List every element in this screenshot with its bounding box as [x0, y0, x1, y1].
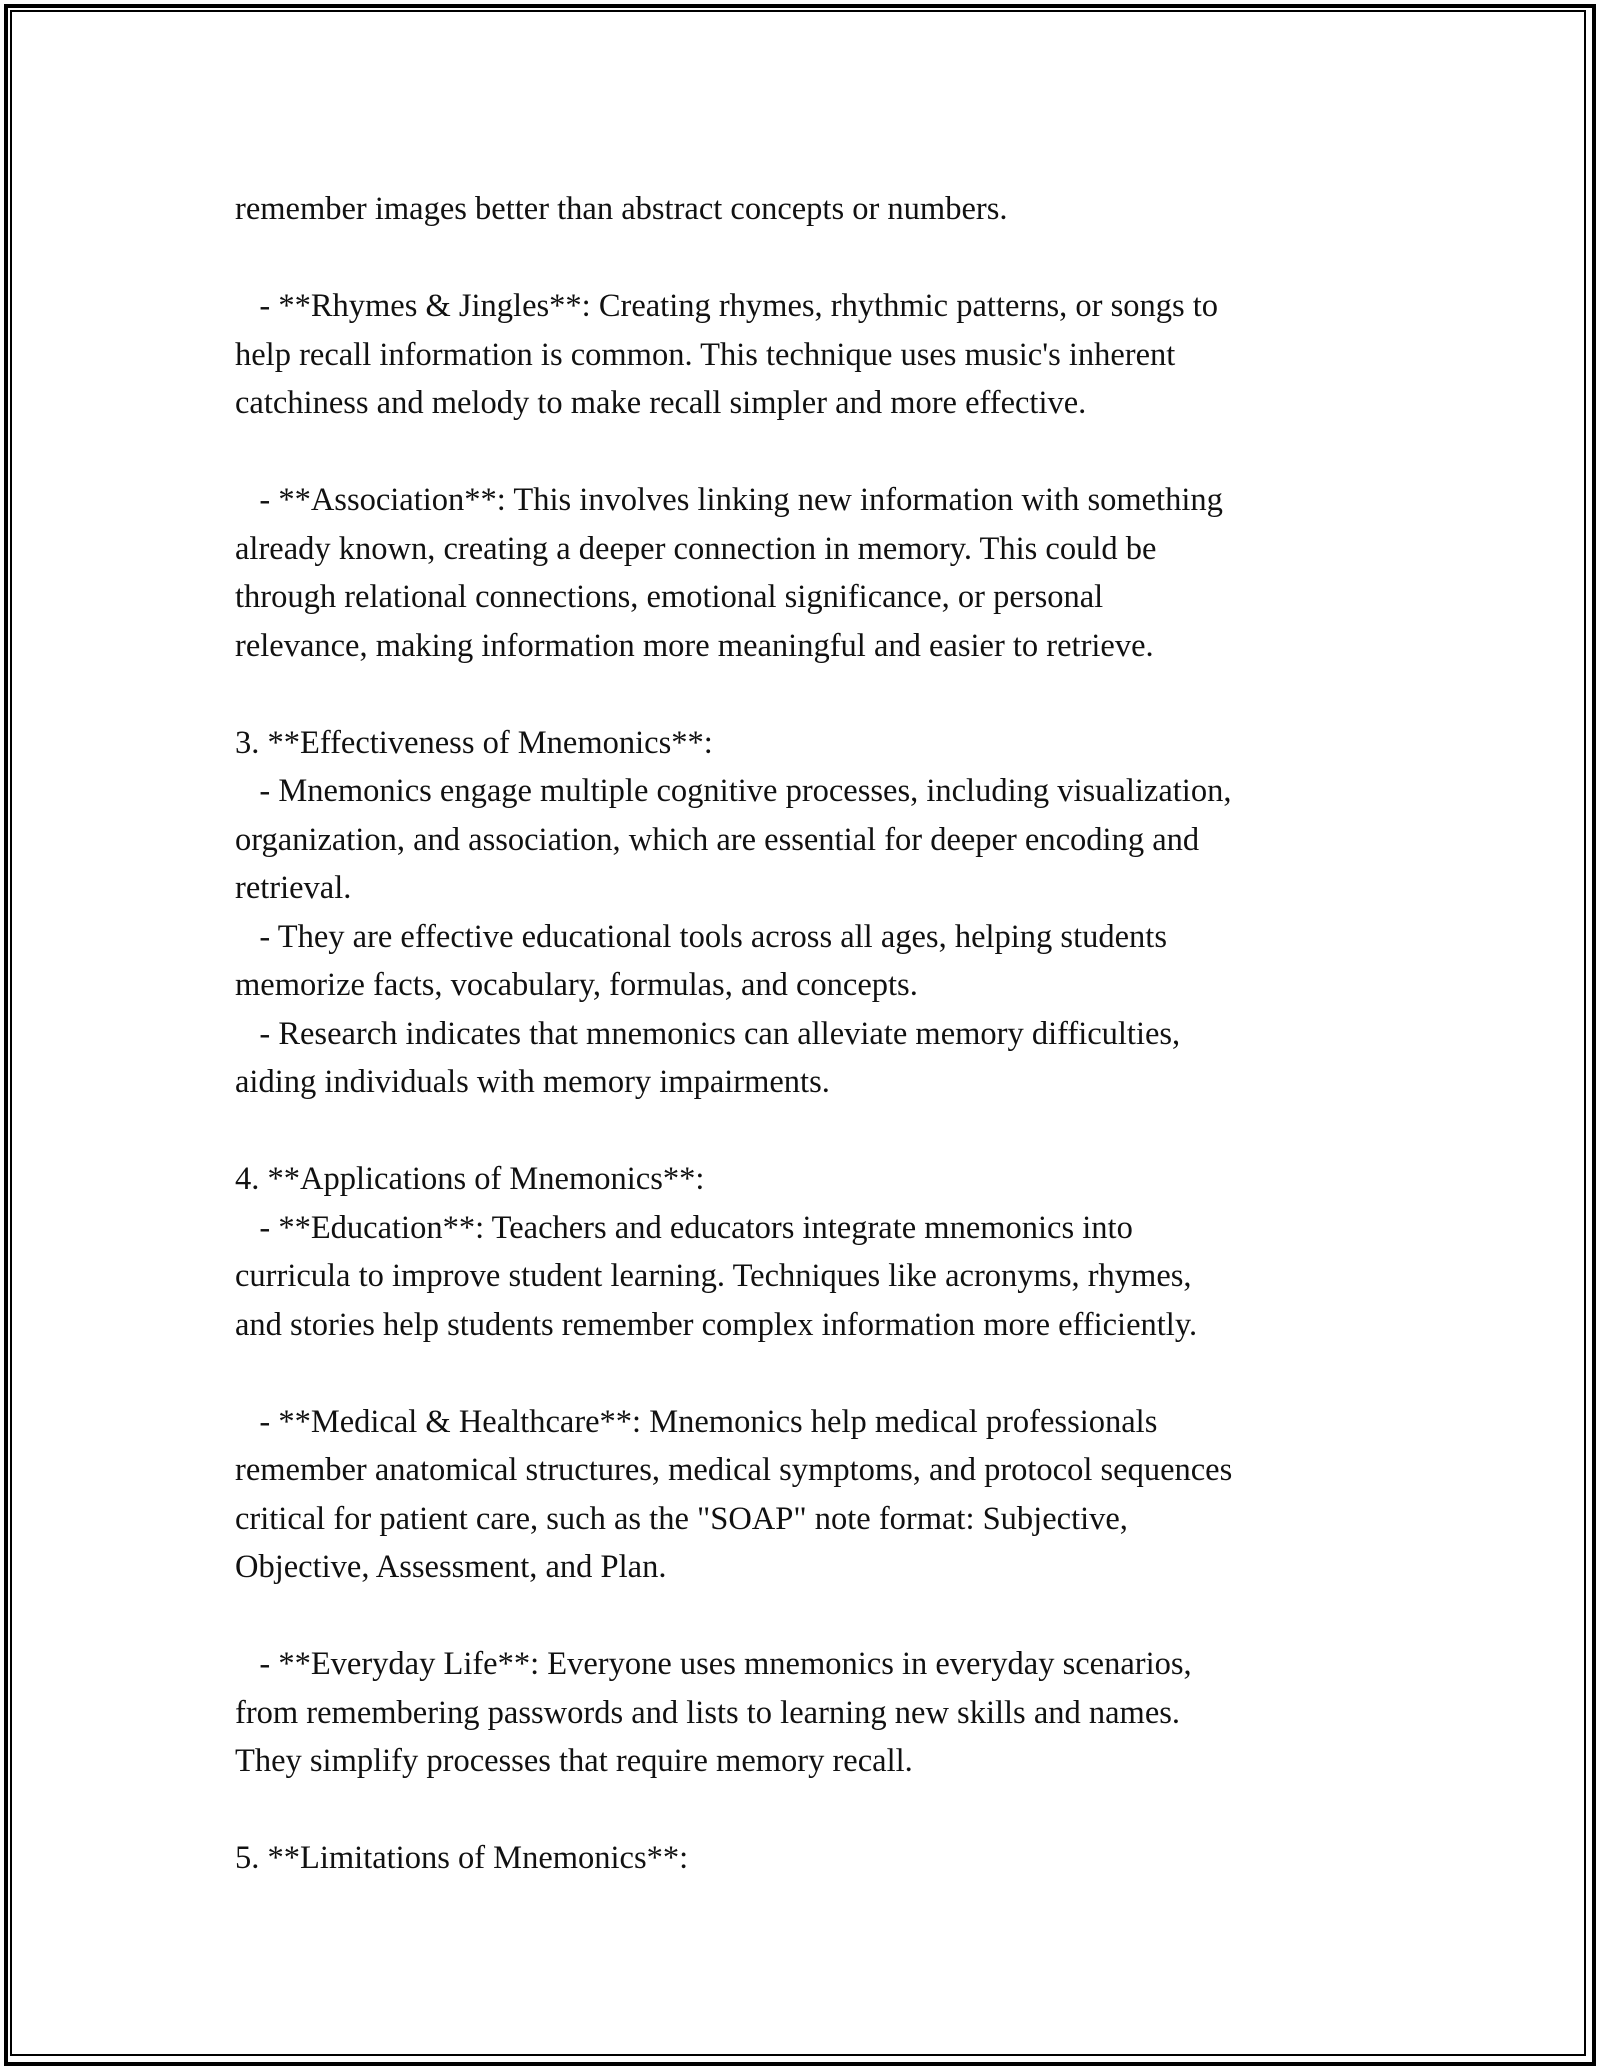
blank-line: [235, 1592, 1395, 1641]
text-line: remember anatomical structures, medical symptoms, and protocol sequences: [235, 1452, 1233, 1488]
text-line: critical for patient care, such as the "SOAP" note format: Subjective,: [235, 1500, 1128, 1537]
text-line: retrieval.: [235, 870, 352, 906]
section-heading: 3. **Effectiveness of Mnemonics**:: [235, 724, 713, 761]
text-line: - **Medical & Healthcare**: Mnemonics help medical professionals: [235, 1403, 1158, 1440]
text-line: Objective, Assessment, and Plan.: [235, 1549, 667, 1585]
text-line: from remembering passwords and lists to learning new skills and names.: [235, 1694, 1181, 1731]
text-line: help recall information is common. This technique uses music's inherent: [235, 336, 1176, 373]
section-heading: 4. **Applications of Mnemonics**:: [235, 1161, 705, 1197]
blank-line: [235, 1349, 1395, 1398]
text-line: memorize facts, vocabulary, formulas, and concepts.: [235, 967, 918, 1003]
text-line: - **Association**: This involves linking new information with something: [235, 482, 1223, 518]
text-line: - **Rhymes & Jingles**: Creating rhymes, rhythmic patterns, or songs to: [235, 288, 1219, 324]
text-line: They simplify processes that require memory recall.: [235, 1743, 913, 1779]
text-line: - Research indicates that mnemonics can alleviate memory difficulties,: [235, 1015, 1181, 1052]
blank-line: [235, 1786, 1395, 1835]
text-line: through relational connections, emotional significance, or personal: [235, 579, 1104, 615]
text-line: relevance, making information more meaningful and easier to retrieve.: [235, 627, 1154, 664]
text-line: curricula to improve student learning. Techniques like acronyms, rhymes,: [235, 1258, 1192, 1294]
text-line: organization, and association, which are essential for deeper encoding and: [235, 821, 1200, 858]
blank-line: [235, 1107, 1395, 1156]
text-line: catchiness and melody to make recall simpler and more effective.: [235, 385, 1087, 421]
text-line: already known, creating a deeper connection in memory. This could be: [235, 530, 1157, 567]
blank-line: [235, 428, 1395, 477]
blank-line: [235, 234, 1395, 283]
document-body: [235, 185, 1395, 1883]
section-heading: 5. **Limitations of Mnemonics**:: [235, 1840, 689, 1876]
text-line: aiding individuals with memory impairments.: [235, 1064, 830, 1100]
text-line: and stories help students remember complex information more efficiently.: [235, 1306, 1198, 1343]
text-line: - **Education**: Teachers and educators integrate mnemonics into: [235, 1209, 1133, 1246]
blank-line: [235, 670, 1395, 719]
text-line: - They are effective educational tools across all ages, helping students: [235, 918, 1167, 955]
text-line: - **Everyday Life**: Everyone uses mnemonics in everyday scenarios,: [235, 1646, 1192, 1682]
text-line: remember images better than abstract concepts or numbers.: [235, 191, 1008, 227]
text-line: - Mnemonics engage multiple cognitive processes, including visualization,: [235, 773, 1232, 809]
